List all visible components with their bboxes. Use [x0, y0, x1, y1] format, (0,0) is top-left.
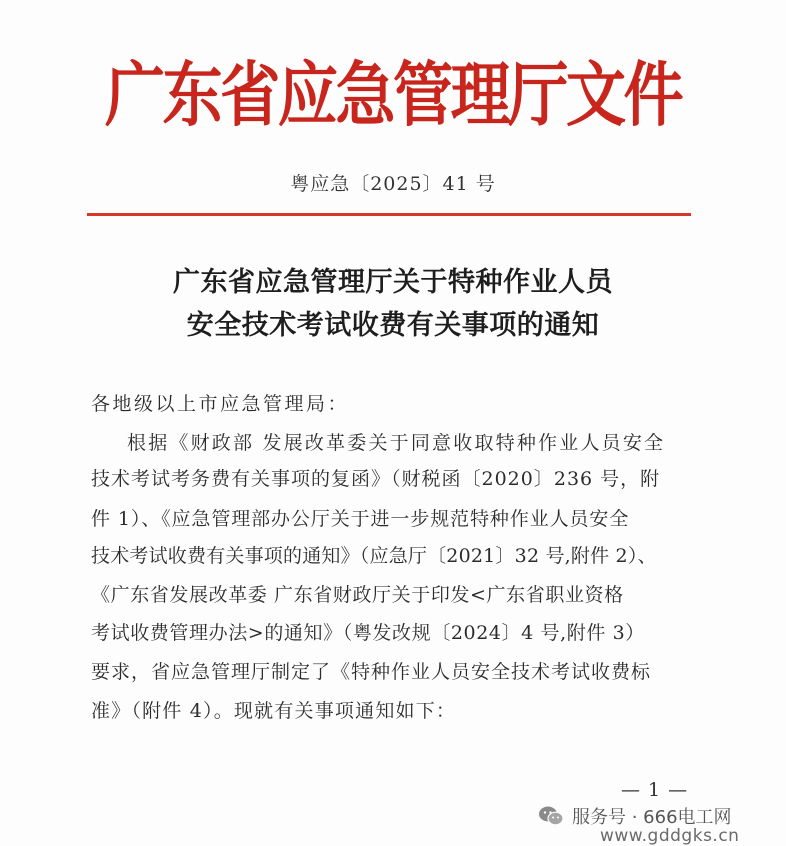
body-line: 准》（附件 4）。现就有关事项通知如下： [91, 700, 457, 722]
salutation: 各地级以上市应急管理局： [91, 393, 350, 415]
body-line: 件 1）、《应急管理部办公厅关于进一步规范特种作业人员安全 [91, 508, 630, 530]
body-line: 技术考试考务费有关事项的复函》（财税函〔2020〕236 号，附 [91, 468, 661, 490]
wechat-icon [538, 805, 564, 827]
page-number: — 1 — [621, 779, 689, 801]
masthead-title: 广东省应急管理厅文件 [104, 53, 682, 136]
notice-title-line-1: 广东省应急管理厅关于特种作业人员 [173, 267, 613, 298]
watermark-label: 服务号 · 666电工网 [572, 807, 732, 828]
body-line: 考试收费管理办法>的通知》（粤发改规〔2024〕4 号,附件 3） [91, 622, 645, 644]
notice-title-line-2: 安全技术考试收费有关事项的通知 [186, 310, 600, 341]
body-line: 技术考试收费有关事项的通知》（应急厅〔2021〕32 号,附件 2）、 [91, 545, 657, 567]
body-line: 要求，省应急管理厅制定了《特种作业人员安全技术考试收费标 [91, 661, 652, 683]
watermark-url: www.gddgks.cn [600, 826, 740, 846]
body-line: 根据《财政部 发展改革委关于同意收取特种作业人员安全 [127, 432, 666, 454]
document-number: 粤应急〔2025〕41 号 [290, 173, 496, 195]
red-rule-divider [87, 213, 691, 216]
body-line: 《广东省发展改革委 广东省财政厅关于印发<广东省职业资格 [91, 584, 624, 606]
